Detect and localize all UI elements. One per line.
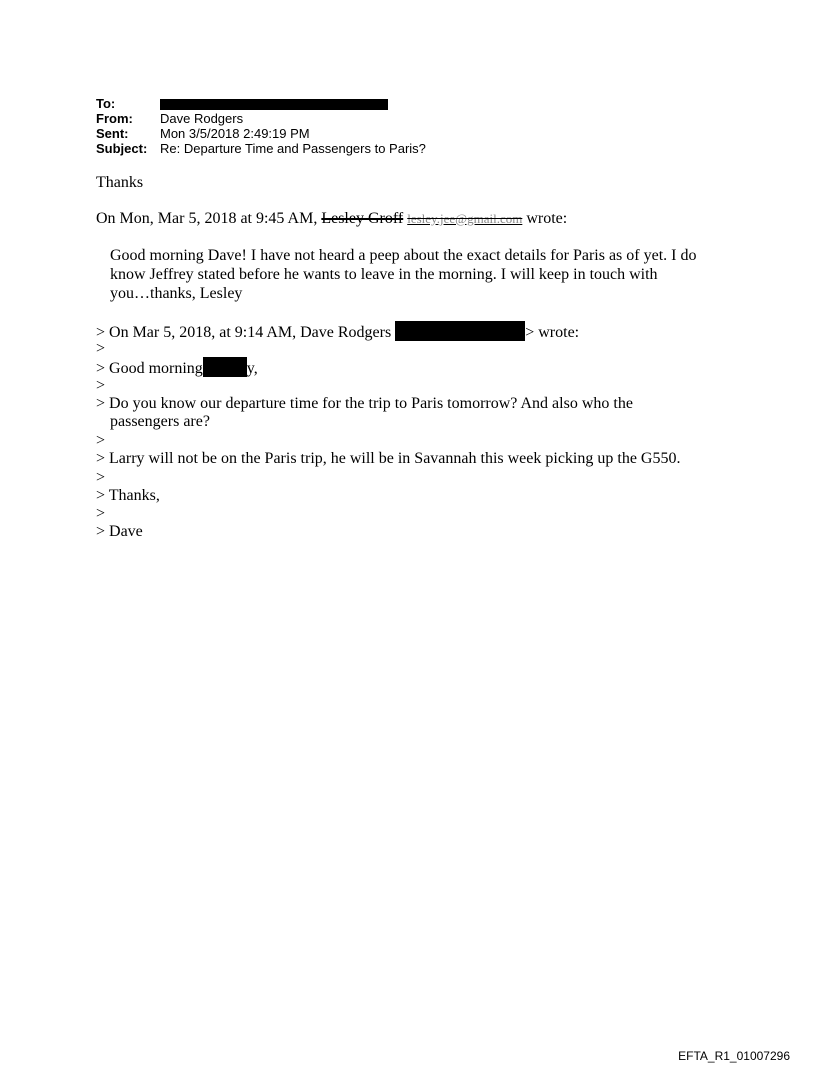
quote-blank-line: >: [96, 340, 106, 357]
to-label: To:: [96, 96, 116, 111]
attribution-prefix: On Mon, Mar 5, 2018 at 9:45 AM,: [96, 210, 318, 227]
from-label: From:: [96, 111, 133, 126]
sent-label: Sent:: [96, 126, 129, 141]
subject-value: Re: Departure Time and Passengers to Paris?: [160, 141, 426, 156]
attribution-email: lesley.jee@gmail.com: [407, 211, 523, 226]
redaction-block: [395, 321, 525, 341]
sent-value: Mon 3/5/2018 2:49:19 PM: [160, 126, 310, 141]
quoted-paragraph-line-1: Good morning Dave! I have not heard a peep about the exact details for Paris as of yet. I do: [110, 247, 697, 264]
document-id: EFTA_R1_01007296: [678, 1049, 790, 1063]
question-line-1: > Do you know our departure time for the trip to Paris tomorrow? And also who the: [96, 395, 633, 412]
nested-attribution-suffix: > wrote:: [525, 324, 580, 341]
thanks-line: > Thanks,: [96, 487, 160, 504]
quote-blank-line: >: [96, 432, 106, 449]
quote-blank-line: >: [96, 469, 106, 486]
quote-blank-line: >: [96, 377, 106, 394]
redaction-block: [203, 357, 247, 377]
attribution-name: Lesley Groff: [321, 210, 404, 227]
from-value: Dave Rodgers: [160, 111, 244, 126]
reply-text: Thanks: [96, 174, 144, 191]
email-header: [96, 97, 596, 157]
attribution-suffix: wrote:: [526, 210, 568, 227]
greeting-prefix: > Good morning: [96, 360, 203, 377]
quote-blank-line: >: [96, 505, 106, 522]
to-value: [160, 97, 388, 111]
quoted-paragraph-line-2: know Jeffrey stated before he wants to leave in the morning. I will keep in touch with: [110, 266, 658, 283]
redaction-block: [160, 99, 388, 110]
nested-attribution-prefix: > On Mar 5, 2018, at 9:14 AM, Dave Rodgers: [96, 324, 392, 341]
quoted-paragraph-line-3: you…thanks, Lesley: [110, 285, 243, 302]
signoff-line: > Dave: [96, 523, 143, 540]
subject-label: Subject:: [96, 141, 148, 156]
greeting-suffix: y,: [246, 360, 258, 377]
nested-attribution-line: [96, 321, 579, 342]
attribution-line: [96, 210, 567, 228]
greeting-line: [96, 357, 258, 378]
larry-line: > Larry will not be on the Paris trip, he will be in Savannah this week picking up the G550.: [96, 450, 681, 467]
question-line-2: passengers are?: [110, 413, 210, 430]
